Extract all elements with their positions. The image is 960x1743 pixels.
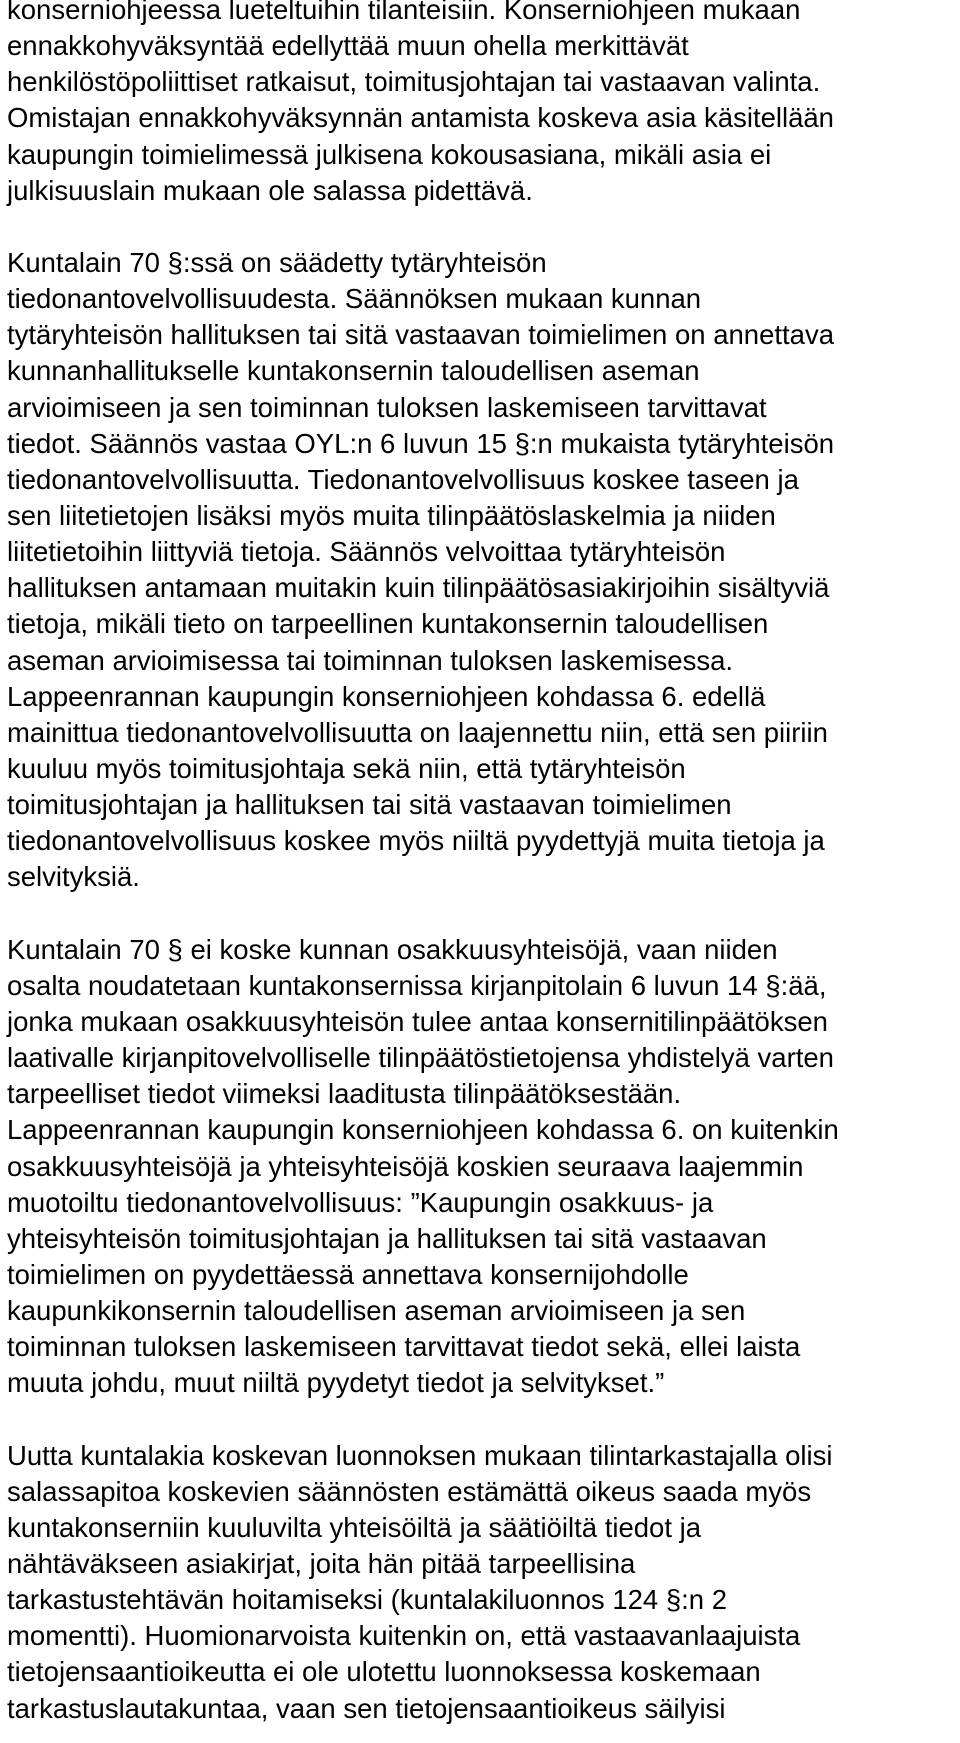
text-line: Lappeenrannan kaupungin konserniohjeen kohdassa 6. edellä (7, 680, 766, 712)
text-line: laativalle kirjanpitovelvolliselle tilinpäätöstietojensa yhdistelyä varten (7, 1042, 834, 1074)
text-line: toimitusjohtajan ja hallituksen tai sitä vastaavan toimielimen (7, 789, 732, 821)
text-line: tytäryhteisön hallituksen tai sitä vastaavan toimielimen on annettava (7, 319, 834, 351)
text-line: toiminnan tuloksen laskemiseen tarvittavat tiedot sekä, ellei laista (7, 1331, 801, 1363)
text-line: momentti). Huomionarvoista kuitenkin on, että vastaavanlaajuista (7, 1620, 801, 1652)
paragraph-4 (7, 1438, 957, 1727)
text-line: tiedonantovelvollisuudesta. Säännöksen mukaan kunnan (7, 283, 702, 315)
text-line: yhteisyhteisön toimitusjohtajan ja hallituksen tai sitä vastaavan (7, 1222, 767, 1254)
text-line: Uutta kuntalakia koskevan luonnoksen mukaan tilintarkastajalla olisi (7, 1439, 833, 1471)
text-line: osakkuusyhteisöjä ja yhteisyhteisöjä koskien seuraava laajemmin (7, 1150, 804, 1182)
text-line: aseman arvioimisessa tai toiminnan tuloksen laskemisessa. (7, 644, 734, 676)
text-line: kuuluu myös toimitusjohtaja sekä niin, että tytäryhteisön (7, 752, 686, 784)
text-line: salassapitoa koskevien säännösten estämättä oikeus saada myös (7, 1475, 812, 1507)
text-line: ennakkohyväksyntää edellyttää muun ohella merkittävät (7, 30, 689, 62)
text-line: kuntakonserniin kuuluvilta yhteisöiltä ja säätiöiltä tiedot ja (7, 1511, 702, 1543)
text-line: selvityksiä. (7, 861, 140, 893)
text-line: osalta noudatetaan kuntakonsernissa kirjanpitolain 6 luvun 14 §:ää, (7, 969, 827, 1001)
text-line: arvioimiseen ja sen toiminnan tuloksen laskemiseen tarvittavat (7, 391, 767, 423)
document-page (7, 0, 957, 1727)
paragraph-2 (7, 245, 957, 896)
text-line: tiedonantovelvollisuus koskee myös niiltä pyydettyjä muita tietoja ja (7, 825, 825, 857)
text-line: tiedot. Säännös vastaa OYL:n 6 luvun 15 §:n mukaista tytäryhteisön (7, 427, 835, 459)
text-line: julkisuuslain mukaan ole salassa pidettävä. (7, 174, 533, 206)
paragraph-spacer (7, 896, 957, 932)
text-line: tiedonantovelvollisuutta. Tiedonantovelvollisuus koskee taseen ja (7, 463, 799, 495)
text-line: henkilöstöpoliittiset ratkaisut, toimitusjohtajan tai vastaavan valinta. (7, 66, 821, 98)
text-line: liitetietoihin liittyviä tietoja. Säännös velvoittaa tytäryhteisön (7, 536, 726, 568)
text-line: tarpeelliset tiedot viimeksi laaditusta tilinpäätöksestään. (7, 1078, 682, 1110)
text-line: tarkastustehtävän hoitamiseksi (kuntalakiluonnos 124 §:n 2 (7, 1584, 728, 1616)
text-line: kaupungin toimielimessä julkisena kokousasiana, mikäli asia ei (7, 138, 772, 170)
text-line: muuta johdu, muut niiltä pyydetyt tiedot ja selvitykset.” (7, 1367, 665, 1399)
paragraph-1 (7, 0, 957, 209)
text-line: sen liitetietojen lisäksi myös muita tilinpäätöslaskelmia ja niiden (7, 499, 776, 531)
paragraph-3 (7, 932, 957, 1402)
text-line: jonka mukaan osakkuusyhteisön tulee antaa konsernitilinpäätöksen (7, 1005, 828, 1037)
paragraph-spacer (7, 1401, 957, 1437)
text-line: tarkastuslautakuntaa, vaan sen tietojensaantioikeus säilyisi (7, 1692, 726, 1724)
text-line: Kuntalain 70 §:ssä on säädetty tytäryhteisön (7, 246, 547, 278)
text-line: kaupunkikonsernin taloudellisen aseman arvioimiseen ja sen (7, 1295, 746, 1327)
text-line: tietojensaantioikeutta ei ole ulotettu luonnoksessa koskemaan (7, 1656, 761, 1688)
text-line: Kuntalain 70 § ei koske kunnan osakkuusyhteisöjä, vaan niiden (7, 933, 778, 965)
paragraph-spacer (7, 209, 957, 245)
text-line: tietoja, mikäli tieto on tarpeellinen kuntakonsernin taloudellisen (7, 608, 769, 640)
text-line: mainittua tiedonantovelvollisuutta on laajennettu niin, että sen piiriin (7, 716, 828, 748)
text-line: hallituksen antamaan muitakin kuin tilinpäätösasiakirjoihin sisältyviä (7, 572, 830, 604)
text-line: kunnanhallitukselle kuntakonsernin taloudellisen aseman (7, 355, 700, 387)
text-line: Lappeenrannan kaupungin konserniohjeen kohdassa 6. on kuitenkin (7, 1114, 839, 1146)
text-line: nähtäväkseen asiakirjat, joita hän pitää tarpeellisina (7, 1548, 636, 1580)
text-line: konserniohjeessa lueteltuihin tilanteisiin. Konserniohjeen mukaan (7, 0, 801, 25)
text-line: muotoiltu tiedonantovelvollisuus: ”Kaupungin osakkuus- ja (7, 1186, 714, 1218)
text-line: toimielimen on pyydettäessä annettava konsernijohdolle (7, 1258, 689, 1290)
text-line: Omistajan ennakkohyväksynnän antamista koskeva asia käsitellään (7, 102, 834, 134)
